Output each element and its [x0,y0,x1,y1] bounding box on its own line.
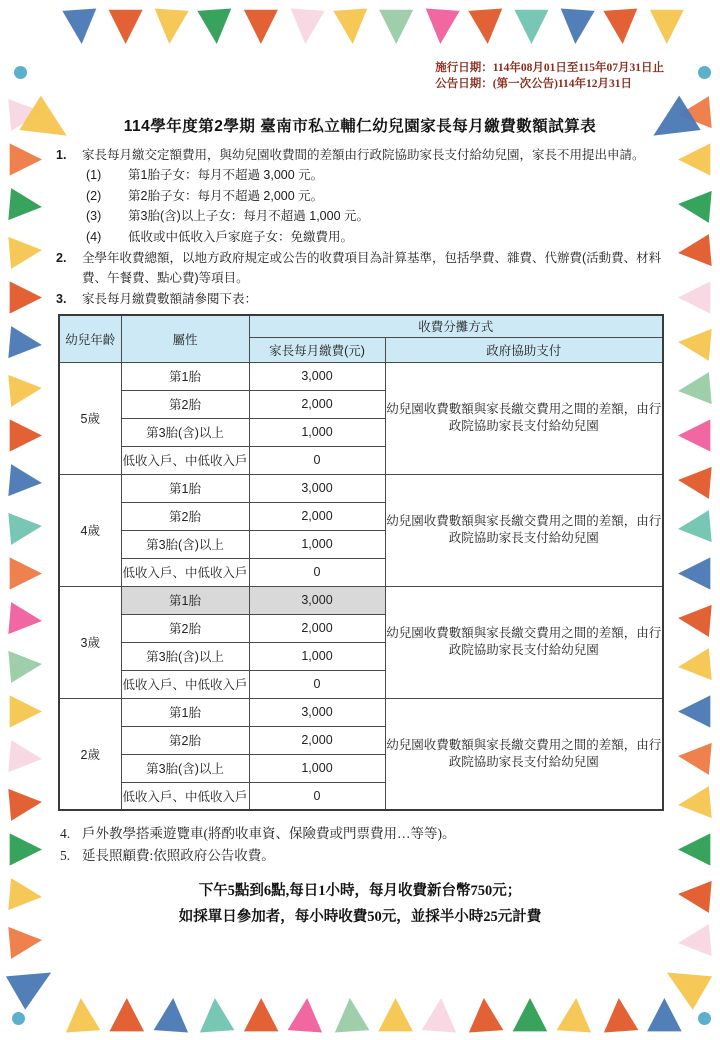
fee-cell: 3,000 [249,474,385,502]
triangle-decoration [677,233,713,271]
triangle-decoration [421,997,459,1033]
gov-cell: 幼兒園收費數額與家長繳交費用之間的差額，由行政院協助家長支付給幼兒園 [385,362,663,474]
attr-cell: 第2胎 [121,390,249,418]
attr-cell: 第3胎(含)以上 [121,418,249,446]
attr-cell: 第1胎 [121,362,249,390]
dot-decoration [698,1012,711,1025]
header-gov-support: 政府協助支付 [385,337,663,362]
note-item-3 [56,289,664,309]
triangle-decoration [556,997,594,1033]
note-subitem-1-3 [56,206,664,227]
triangle-decoration [648,9,685,44]
triangle-decoration [8,463,44,501]
footer-note-4 [60,823,664,845]
triangle-decoration [678,418,711,453]
triangle-decoration [677,509,713,547]
extended-care-line-1: 下午5點到6點,每日1小時，每月收費新台幣750元； [198,883,522,899]
attr-cell: 第3胎(含)以上 [121,530,249,558]
header-attribute: 屬性 [121,315,249,362]
triangle-decoration [678,832,711,867]
gov-cell: 幼兒園收費數額與家長繳交費用之間的差額，由行政院協助家長支付給幼兒園 [385,474,663,586]
gov-cell: 幼兒園收費數額與家長繳交費用之間的差額，由行政院協助家長支付給幼兒園 [385,586,663,698]
footer-note-number: 4. [60,826,71,841]
table-row [59,474,663,502]
triangle-decoration [151,8,190,45]
fee-cell: 1,000 [249,642,385,670]
triangle-decoration [8,325,44,363]
fee-cell: 2,000 [249,502,385,530]
attr-cell: 第3胎(含)以上 [121,642,249,670]
attr-cell: 低收入戶、中低收入戶 [121,782,249,810]
table-row [59,698,663,726]
triangle-decoration [286,8,325,45]
triangle-decoration [8,923,44,961]
triangle-decoration [678,142,711,177]
triangle-decoration [512,998,548,1032]
note-text: 家長每月繳費數額請參閱下表： [82,292,258,306]
triangle-decoration [467,8,506,45]
footer-note-5 [60,845,664,867]
triangle-decoration [678,280,711,315]
fee-cell: 0 [249,558,385,586]
triangle-decoration [677,325,713,363]
subitem-text: 低收或中低收入戶家庭子女：免繳費用。 [128,229,354,244]
corner-triangle [4,954,61,1011]
notes-list [56,145,664,309]
attr-cell: 第2胎 [121,502,249,530]
fee-cell: 2,000 [249,726,385,754]
subitem-text: 第3胎(含)以上子女：每月不超過 1,000 元。 [128,209,370,223]
footer-note-text: 延長照顧費:依照政府公告收費。 [82,848,275,863]
note-number: 3. [56,292,67,306]
extended-care-line-2: 如採單日參加者，每小時收費50元，並採半小時25元計費 [178,909,542,925]
note-text: 家長每月繳交定額費用，與幼兒園收費間的差額由行政院協助家長支付給幼兒園，家長不用提出申請。 [82,148,645,162]
triangle-decoration [677,923,713,961]
triangle-decoration [8,647,44,685]
triangle-decoration [677,739,713,777]
dot-decoration [14,66,27,79]
attr-cell: 第1胎 [121,586,249,614]
subitem-text: 第2胎子女：每月不超過 2,000 元。 [128,188,324,203]
triangle-decoration [8,509,44,547]
fee-cell: 2,000 [249,614,385,642]
attr-cell: 第2胎 [121,614,249,642]
fee-cell: 0 [249,446,385,474]
age-cell: 4歲 [59,474,121,586]
triangle-decoration [9,142,42,177]
triangle-decoration [332,997,370,1033]
table-row [59,586,663,614]
triangle-decoration [8,187,44,225]
subitem-number: (2) [86,188,102,203]
note-subitem-1-2 [56,186,664,207]
triangle-decoration [8,785,44,823]
triangle-decoration [331,8,370,45]
dot-decoration [698,66,711,79]
note-number: 1. [56,148,67,162]
note-item-2 [56,248,664,288]
attr-cell: 第1胎 [121,698,249,726]
gov-cell: 幼兒園收費數額與家長繳交費用之間的差額，由行政院協助家長支付給幼兒園 [385,698,663,810]
triangle-decoration [378,9,415,44]
table-row [59,362,663,390]
extended-care-fee-block [56,878,664,930]
fee-cell: 1,000 [249,530,385,558]
fee-cell: 3,000 [249,698,385,726]
attr-cell: 低收入戶、中低收入戶 [121,670,249,698]
attr-cell: 低收入戶、中低收入戶 [121,446,249,474]
triangle-decoration [9,694,42,729]
triangle-decoration [378,998,414,1032]
triangle-decoration [678,694,711,729]
triangle-decoration [109,998,145,1032]
fee-table [58,314,664,811]
note-text: 全學年收費總額，以地方政府規定或公告的收費項目為計算基準，包括學費、雜費、代辦費(活動費、材料費、午餐費、點心費)等項目。 [82,251,662,285]
attr-cell: 第3胎(含)以上 [121,754,249,782]
table-header-row [59,315,663,337]
subitem-number: (3) [86,209,102,223]
age-cell: 3歲 [59,586,121,698]
page-title: 114學年度第2學期 臺南市私立輔仁幼兒園家長每月繳費數額試算表 [123,118,597,135]
triangle-decoration [197,997,235,1033]
triangle-decoration [152,997,190,1033]
triangle-decoration [63,997,101,1033]
triangle-decoration [466,997,504,1033]
age-cell: 2歲 [59,698,121,810]
attr-cell: 低收入戶、中低收入戶 [121,558,249,586]
triangle-decoration [677,601,713,639]
triangle-decoration [8,371,44,409]
footer-notes [60,823,664,867]
triangle-decoration [61,8,100,45]
triangle-decoration [677,463,713,501]
triangle-decoration [9,280,42,315]
footer-note-text: 戶外教學搭乘遊覽車(將酌收車資、保險費或門票費用…等等)。 [82,826,456,841]
fee-cell: 0 [249,670,385,698]
note-subitem-1-1 [56,165,664,186]
triangle-decoration [600,997,638,1033]
note-subitem-1-4 [56,227,664,248]
triangle-decoration [677,647,713,685]
triangle-decoration [422,8,461,45]
note-item-1 [56,145,664,165]
triangle-decoration [677,187,713,225]
header-cost-sharing: 收費分攤方式 [249,315,663,337]
subitem-number: (1) [86,168,102,182]
triangle-decoration [9,556,42,591]
announcement-date-line: 公告日期：(第一次公告)114年12月31日 [435,78,633,90]
triangle-decoration [678,556,711,591]
triangle-decoration [9,832,42,867]
triangle-decoration [602,8,641,45]
note-number: 2. [56,251,67,265]
triangle-decoration [196,8,235,45]
fee-cell: 1,000 [249,754,385,782]
triangle-decoration [677,877,713,915]
document-content [56,54,664,930]
attr-cell: 第2胎 [121,726,249,754]
triangle-decoration [243,998,279,1032]
dot-decoration [12,1012,25,1025]
age-cell: 5歲 [59,362,121,474]
triangle-decoration [677,785,713,823]
triangle-decoration [287,997,325,1033]
effective-date-line: 施行日期：114年08月01日至115年07月31日止 [435,62,664,74]
date-header [435,60,664,92]
triangle-decoration [513,9,550,44]
fee-cell: 2,000 [249,390,385,418]
header-age: 幼兒年齡 [59,315,121,362]
triangle-decoration [242,9,279,44]
triangle-decoration [677,371,713,409]
header-monthly-fee: 家長每月繳費(元) [249,337,385,362]
footer-note-number: 5. [60,848,71,863]
fee-cell: 1,000 [249,418,385,446]
triangle-decoration [557,8,596,45]
triangle-decoration [107,9,144,44]
triangle-decoration [8,739,44,777]
triangle-decoration [646,998,682,1032]
attr-cell: 第1胎 [121,474,249,502]
triangle-decoration [8,601,44,639]
fee-cell: 3,000 [249,362,385,390]
fee-cell: 0 [249,782,385,810]
triangle-decoration [8,233,44,271]
fee-cell: 3,000 [249,586,385,614]
triangle-decoration [9,418,42,453]
subitem-text: 第1胎子女：每月不超過 3,000 元。 [128,168,324,182]
triangle-decoration [8,877,44,915]
subitem-number: (4) [86,229,102,244]
